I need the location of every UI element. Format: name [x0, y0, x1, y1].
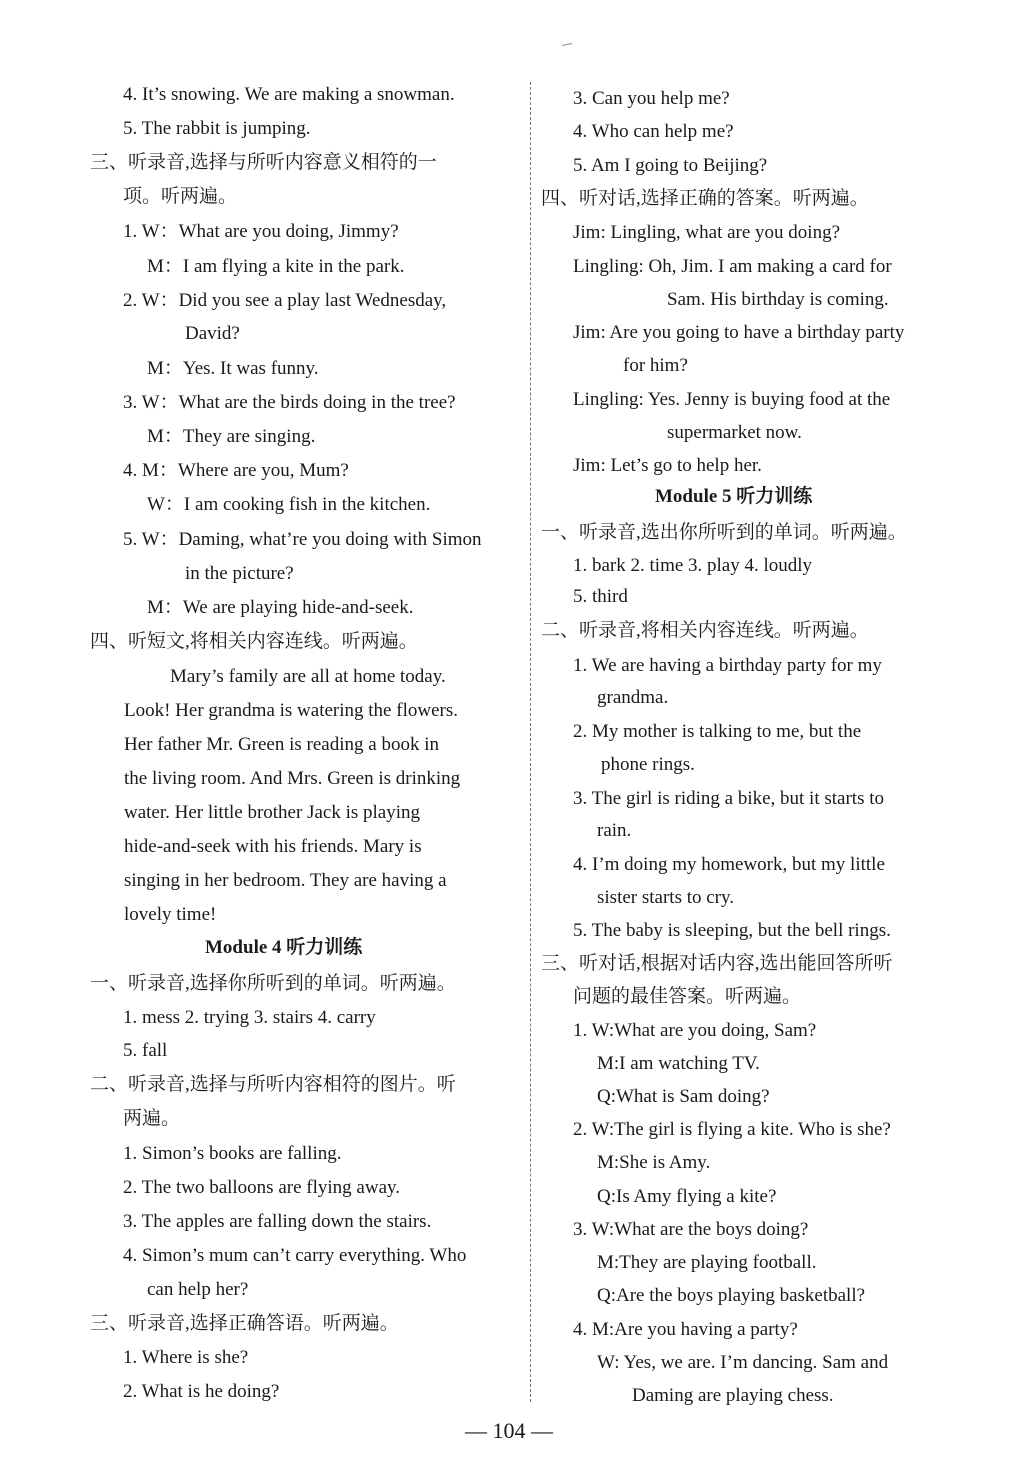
right-line: 5. The baby is sleeping, but the bell rings. — [573, 920, 891, 941]
left-line: 4. M：Where are you, Mum? — [123, 460, 349, 481]
right-line: Sam. His birthday is coming. — [667, 289, 889, 310]
left-line: 2. What is he doing? — [123, 1381, 280, 1402]
left-line: M：I am flying a kite in the park. — [147, 256, 405, 277]
left-line: 三、听录音,选择正确答语。听两遍。 — [90, 1313, 399, 1334]
right-line: 5. third — [573, 586, 628, 607]
right-line: 3. The girl is riding a bike, but it starts to — [573, 788, 885, 809]
left-line: 4. Simon’s mum can’t carry everything. Who — [123, 1245, 467, 1266]
right-line: M:She is Amy. — [597, 1152, 711, 1173]
left-line: lovely time! — [124, 904, 217, 925]
left-line: 5. W：Daming, what’re you doing with Simon — [123, 529, 482, 550]
left-line: 1. W：What are you doing, Jimmy? — [123, 221, 399, 242]
right-line: 1. W:What are you doing, Sam? — [573, 1020, 817, 1041]
left-line: 2. W：Did you see a play last Wednesday, — [123, 290, 447, 311]
left-line: water. Her little brother Jack is playing — [124, 802, 420, 823]
left-line: 2. The two balloons are flying away. — [123, 1177, 401, 1198]
right-line: supermarket now. — [667, 422, 802, 443]
left-line: M：Yes. It was funny. — [147, 358, 319, 379]
left-line: 三、听录音,选择与所听内容意义相符的一 — [90, 152, 437, 173]
left-line: can help her? — [147, 1279, 249, 1300]
left-line: 两遍。 — [123, 1108, 181, 1129]
left-line: 5. fall — [123, 1040, 168, 1061]
right-line: grandma. — [597, 687, 669, 708]
right-line: Jim: Are you going to have a birthday party — [573, 322, 905, 343]
right-line: 3. Can you help me? — [573, 88, 730, 109]
right-line: Jim: Lingling, what are you doing? — [573, 222, 841, 243]
left-line: 1. Simon’s books are falling. — [123, 1143, 342, 1164]
right-line: 4. M:Are you having a party? — [573, 1319, 798, 1340]
right-line: Daming are playing chess. — [632, 1385, 834, 1406]
right-line: sister starts to cry. — [597, 887, 735, 908]
right-line: 2. My mother is talking to me, but the — [573, 721, 862, 742]
right-line: M:I am watching TV. — [597, 1053, 760, 1074]
right-line: 问题的最佳答案。听两遍。 — [573, 986, 802, 1007]
left-line: M：They are singing. — [147, 426, 316, 447]
right-line: 4. Who can help me? — [573, 121, 734, 142]
left-line: 3. W：What are the birds doing in the tree? — [123, 392, 456, 413]
right-line: for him? — [623, 355, 688, 376]
right-line: rain. — [597, 820, 632, 841]
right-line: 4. I’m doing my homework, but my little — [573, 854, 885, 875]
left-line: 四、听短文,将相关内容连线。听两遍。 — [90, 631, 418, 652]
left-line: 1. mess 2. trying 3. stairs 4. carry — [123, 1007, 376, 1028]
left-line: 项。听两遍。 — [123, 186, 238, 207]
right-line: Q:What is Sam doing? — [597, 1086, 770, 1107]
right-line: 3. W:What are the boys doing? — [573, 1219, 809, 1240]
left-line: M：We are playing hide-and-seek. — [147, 597, 414, 618]
page-number: — 104 — — [465, 1418, 553, 1443]
left-line: W：I am cooking fish in the kitchen. — [147, 494, 431, 515]
right-line: 1. bark 2. time 3. play 4. loudly — [573, 555, 813, 576]
right-line: Q:Is Amy flying a kite? — [597, 1186, 777, 1207]
right-line: 二、听录音,将相关内容连线。听两遍。 — [541, 620, 869, 641]
left-line: 一、听录音,选择你所听到的单词。听两遍。 — [90, 973, 456, 994]
column-divider — [530, 82, 531, 1402]
module-4-header: Module 4 听力训练 — [205, 937, 363, 958]
left-line: 3. The apples are falling down the stairs. — [123, 1211, 432, 1232]
right-line: 5. Am I going to Beijing? — [573, 155, 768, 176]
scan-mark — [562, 43, 572, 46]
right-line: 三、听对话,根据对话内容,选出能回答所听 — [541, 953, 893, 974]
right-line: 2. W:The girl is flying a kite. Who is she? — [573, 1119, 891, 1140]
right-line: Lingling: Oh, Jim. I am making a card for — [573, 256, 892, 277]
right-line: W: Yes, we are. I’m dancing. Sam and — [597, 1352, 889, 1373]
left-line: 二、听录音,选择与所听内容相符的图片。听 — [90, 1074, 456, 1095]
left-line: 5. The rabbit is jumping. — [123, 118, 311, 139]
left-line: hide-and-seek with his friends. Mary is — [124, 836, 422, 857]
left-line: singing in her bedroom. They are having a — [124, 870, 447, 891]
right-line: 1. We are having a birthday party for my — [573, 655, 882, 676]
left-line: 4. It’s snowing. We are making a snowman. — [123, 84, 455, 105]
left-line: the living room. And Mrs. Green is drinking — [124, 768, 461, 789]
left-line: Look! Her grandma is watering the flowers. — [124, 700, 458, 721]
left-line: David? — [185, 323, 240, 344]
right-line: Jim: Let’s go to help her. — [573, 455, 762, 476]
right-line: M:They are playing football. — [597, 1252, 817, 1273]
right-line: 四、听对话,选择正确的答案。听两遍。 — [541, 188, 869, 209]
module-5-header: Module 5 听力训练 — [655, 486, 813, 507]
right-line: Lingling: Yes. Jenny is buying food at the — [573, 389, 891, 410]
right-line: phone rings. — [601, 754, 695, 775]
right-line: Q:Are the boys playing basketball? — [597, 1285, 866, 1306]
left-line: in the picture? — [185, 563, 294, 584]
left-line: Her father Mr. Green is reading a book in — [124, 734, 439, 755]
left-line: 1. Where is she? — [123, 1347, 249, 1368]
left-line: Mary’s family are all at home today. — [170, 666, 446, 687]
right-line: 一、听录音,选出你所听到的单词。听两遍。 — [541, 522, 907, 543]
